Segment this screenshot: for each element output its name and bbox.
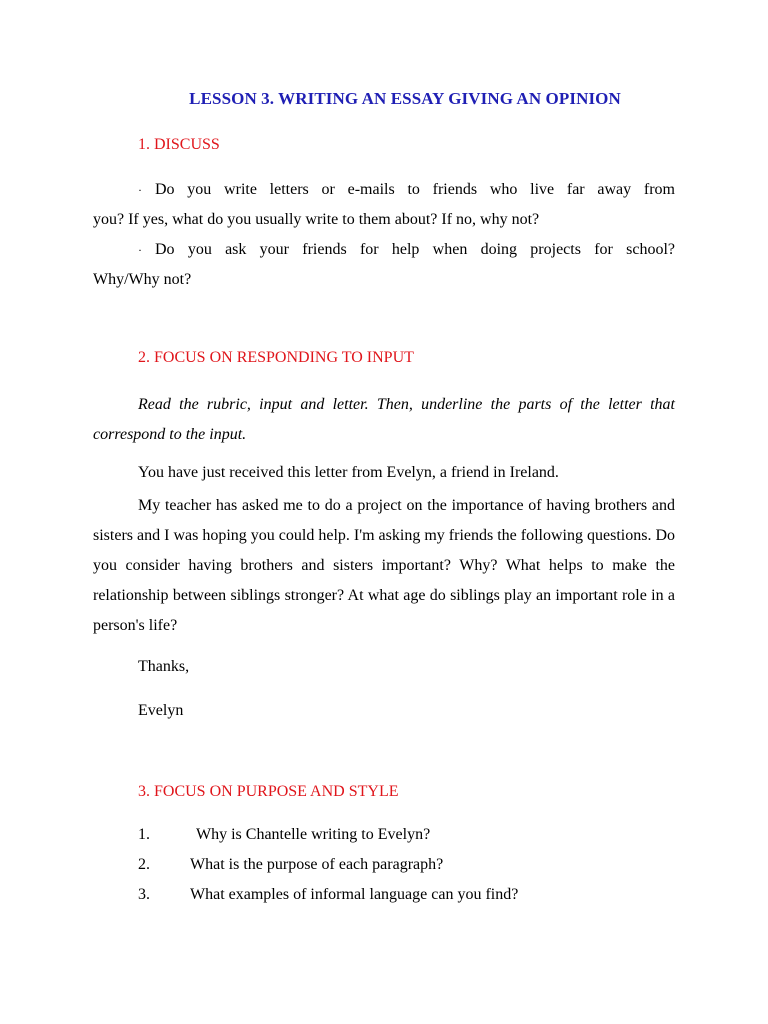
letter-closing: Thanks, [138, 658, 190, 675]
question-text-line: you? If yes, what do you usually write to them about? If no, why not? [93, 211, 540, 228]
list-item [138, 856, 443, 874]
section-heading-discuss: 1. DISCUSS [138, 136, 220, 153]
list-number: 2. [138, 856, 150, 873]
letter-intro: You have just received this letter from Evelyn, a friend in Ireland. [138, 464, 559, 481]
list-item [138, 886, 518, 904]
section-heading-responding: 2. FOCUS ON RESPONDING TO INPUT [138, 349, 414, 366]
list-text: What is the purpose of each paragraph? [190, 856, 444, 873]
instruction-text: Read the rubric, input and letter. Then, underline the parts of the letter that correspond to the input. [93, 396, 675, 443]
question-text-line: Do you ask your friends for help when doing projects for school? [155, 241, 675, 258]
discussion-question-1 [93, 175, 675, 235]
discussion-question-2 [93, 235, 675, 295]
question-text-line: Why/Why not? [93, 271, 192, 288]
question-text-line: Do you write letters or e-mails to friends who live far away from [155, 181, 675, 198]
list-text: What examples of informal language can you find? [190, 886, 519, 903]
bullet-icon: · [138, 243, 142, 257]
list-number: 1. [138, 826, 150, 843]
list-number: 3. [138, 886, 150, 903]
section-heading-purpose: 3. FOCUS ON PURPOSE AND STYLE [138, 783, 399, 800]
lesson-title: LESSON 3. WRITING AN ESSAY GIVING AN OPINION [189, 89, 621, 108]
list-text: Why is Chantelle writing to Evelyn? [196, 826, 431, 843]
letter-body: My teacher has asked me to do a project on the importance of having brothers and sisters and I was hoping you could help. I'm asking my friends the following questions. Do you consider having brothers and sisters important? Why? What helps to make the relationship between siblings stronger? At what age do siblings play an important role in a person's life? [93, 497, 675, 634]
letter-signature: Evelyn [138, 702, 184, 719]
bullet-icon: · [138, 183, 142, 197]
list-item [138, 826, 430, 844]
